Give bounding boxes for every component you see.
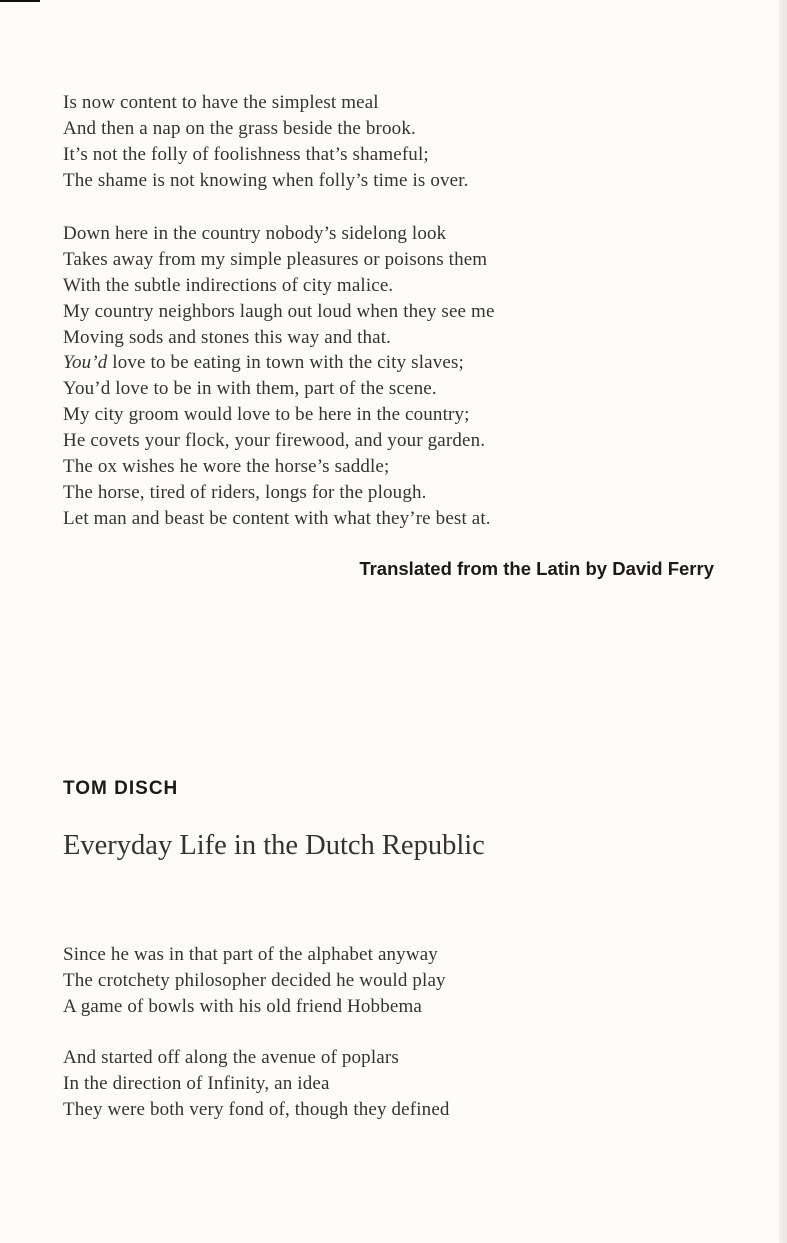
poem-line: Moving sods and stones this way and that. (63, 326, 392, 348)
poem-line: A game of bowls with his old friend Hobbema (63, 995, 422, 1017)
page-edge-shadow (779, 0, 787, 1243)
poem-line: Since he was in that part of the alphabet anyway (63, 944, 438, 965)
translation-credit: Translated from the Latin by David Ferry (359, 558, 714, 579)
poem-line: Is now content to have the simplest meal (63, 92, 379, 113)
top-rule-decoration (0, 0, 40, 2)
poem2-stanza-2 (63, 1045, 450, 1123)
poem-line: The horse, tired of riders, longs for the plough. (63, 481, 427, 503)
poem1-stanza-1 (63, 90, 469, 194)
poem-line: They were both very fond of, though they defined (63, 1098, 450, 1120)
poem-line: The shame is not knowing when folly’s time is over. (63, 169, 469, 191)
poem1-stanza-2 (63, 221, 495, 532)
poem2-stanza-1 (63, 942, 446, 1020)
poem-line: He covets your flock, your firewood, and your garden. (63, 430, 486, 452)
poem-line: The crotchety philosopher decided he would play (63, 969, 446, 991)
poem-line: And started off along the avenue of poplars (63, 1047, 399, 1068)
author-name: TOM DISCH (63, 778, 179, 799)
poem-line: With the subtle indirections of city malice. (63, 274, 394, 296)
italic-word: You’d (63, 352, 108, 374)
poem-title: Everyday Life in the Dutch Republic (63, 830, 485, 861)
poem-line: You’d love to be in with them, part of the scene. (63, 378, 437, 400)
poem-line: Let man and beast be content with what they’re best at. (63, 507, 491, 529)
poem-line: It’s not the folly of foolishness that’s shameful; (63, 143, 429, 165)
poem-line: My city groom would love to be here in the country; (63, 404, 470, 426)
poem-line: Takes away from my simple pleasures or poisons them (63, 248, 488, 270)
poem-line: My country neighbors laugh out loud when they see me (63, 300, 495, 322)
poem-line: And then a nap on the grass beside the brook. (63, 117, 416, 139)
poem-line-rest: love to be eating in town with the city slaves; (107, 352, 464, 374)
poem-line: In the direction of Infinity, an idea (63, 1072, 330, 1094)
poem-line-with-italic (63, 350, 495, 376)
poem-line: Down here in the country nobody’s sidelong look (63, 223, 447, 244)
poem-line: The ox wishes he wore the horse’s saddle; (63, 456, 390, 478)
